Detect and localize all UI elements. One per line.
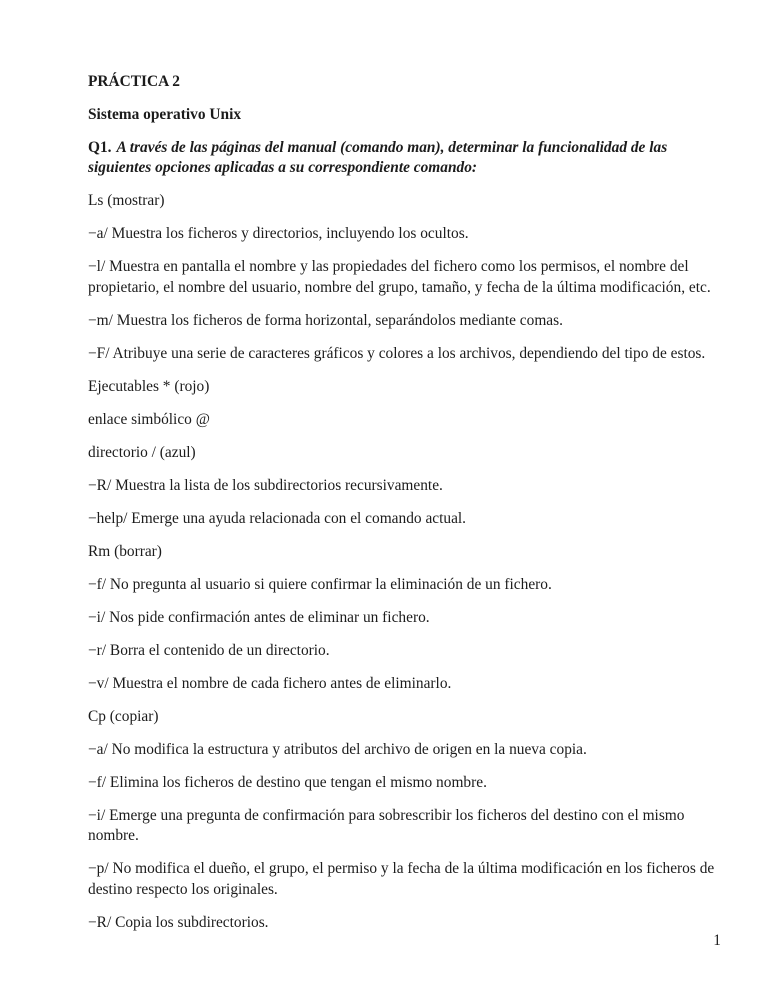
option-line: Ejecutables * (rojo) xyxy=(88,377,210,395)
command-heading: Ls (mostrar) xyxy=(88,192,165,210)
question-q1 xyxy=(88,138,721,179)
option-line: −r/ Borra el contenido de un directorio. xyxy=(88,641,330,659)
option-line: enlace simbólico @ xyxy=(88,410,210,428)
doc-subtitle: Sistema operativo Unix xyxy=(88,106,242,123)
command-sections xyxy=(88,191,721,933)
option-line: −i/ Nos pide confirmación antes de eliminar un fichero. xyxy=(88,608,430,626)
question-label: Q1. xyxy=(88,139,112,156)
option-line: −help/ Emerge una ayuda relacionada con el comando actual. xyxy=(88,509,467,527)
option-line: −f/ Elimina los ficheros de destino que tengan el mismo nombre. xyxy=(88,773,487,791)
option-line: −p/ No modifica el dueño, el grupo, el permiso y la fecha de la última modificación en los ficheros de destino respecto los originales. xyxy=(88,860,715,898)
doc-title: PRÁCTICA 2 xyxy=(88,73,180,90)
command-heading: Rm (borrar) xyxy=(88,542,162,560)
option-line: −v/ Muestra el nombre de cada fichero antes de eliminarlo. xyxy=(88,674,452,692)
option-line: −a/ Muestra los ficheros y directorios, incluyendo los ocultos. xyxy=(88,225,469,243)
question-text: A través de las páginas del manual (comando man), determinar la funcionalidad de las siguientes opciones aplicadas a su correspondiente comando: xyxy=(88,139,668,177)
option-line: −m/ Muestra los ficheros de forma horizontal, separándolos mediante comas. xyxy=(88,311,563,329)
option-line: −R/ Copia los subdirectorios. xyxy=(88,913,269,931)
option-line: −i/ Emerge una pregunta de confirmación para sobrescribir los ficheros del destino con el mismo nombre. xyxy=(88,806,685,845)
option-line: −l/ Muestra en pantalla el nombre y las propiedades del fichero como los permisos, el nombre del propietario, el nombre del usuario, nombre del grupo, tamaño, y fecha de la última modificación, etc. xyxy=(88,258,711,296)
command-heading: Cp (copiar) xyxy=(88,707,159,725)
page-number: 1 xyxy=(713,932,721,949)
option-line: directorio / (azul) xyxy=(88,443,196,461)
option-line: −a/ No modifica la estructura y atributos del archivo de origen en la nueva copia. xyxy=(88,740,587,758)
option-line: −f/ No pregunta al usuario si quiere confirmar la eliminación de un fichero. xyxy=(88,575,552,593)
option-line: −R/ Muestra la lista de los subdirectorios recursivamente. xyxy=(88,476,443,494)
option-line: −F/ Atribuye una serie de caracteres gráficos y colores a los archivos, dependiendo del tipo de estos. xyxy=(88,344,706,362)
document-content xyxy=(88,72,721,946)
